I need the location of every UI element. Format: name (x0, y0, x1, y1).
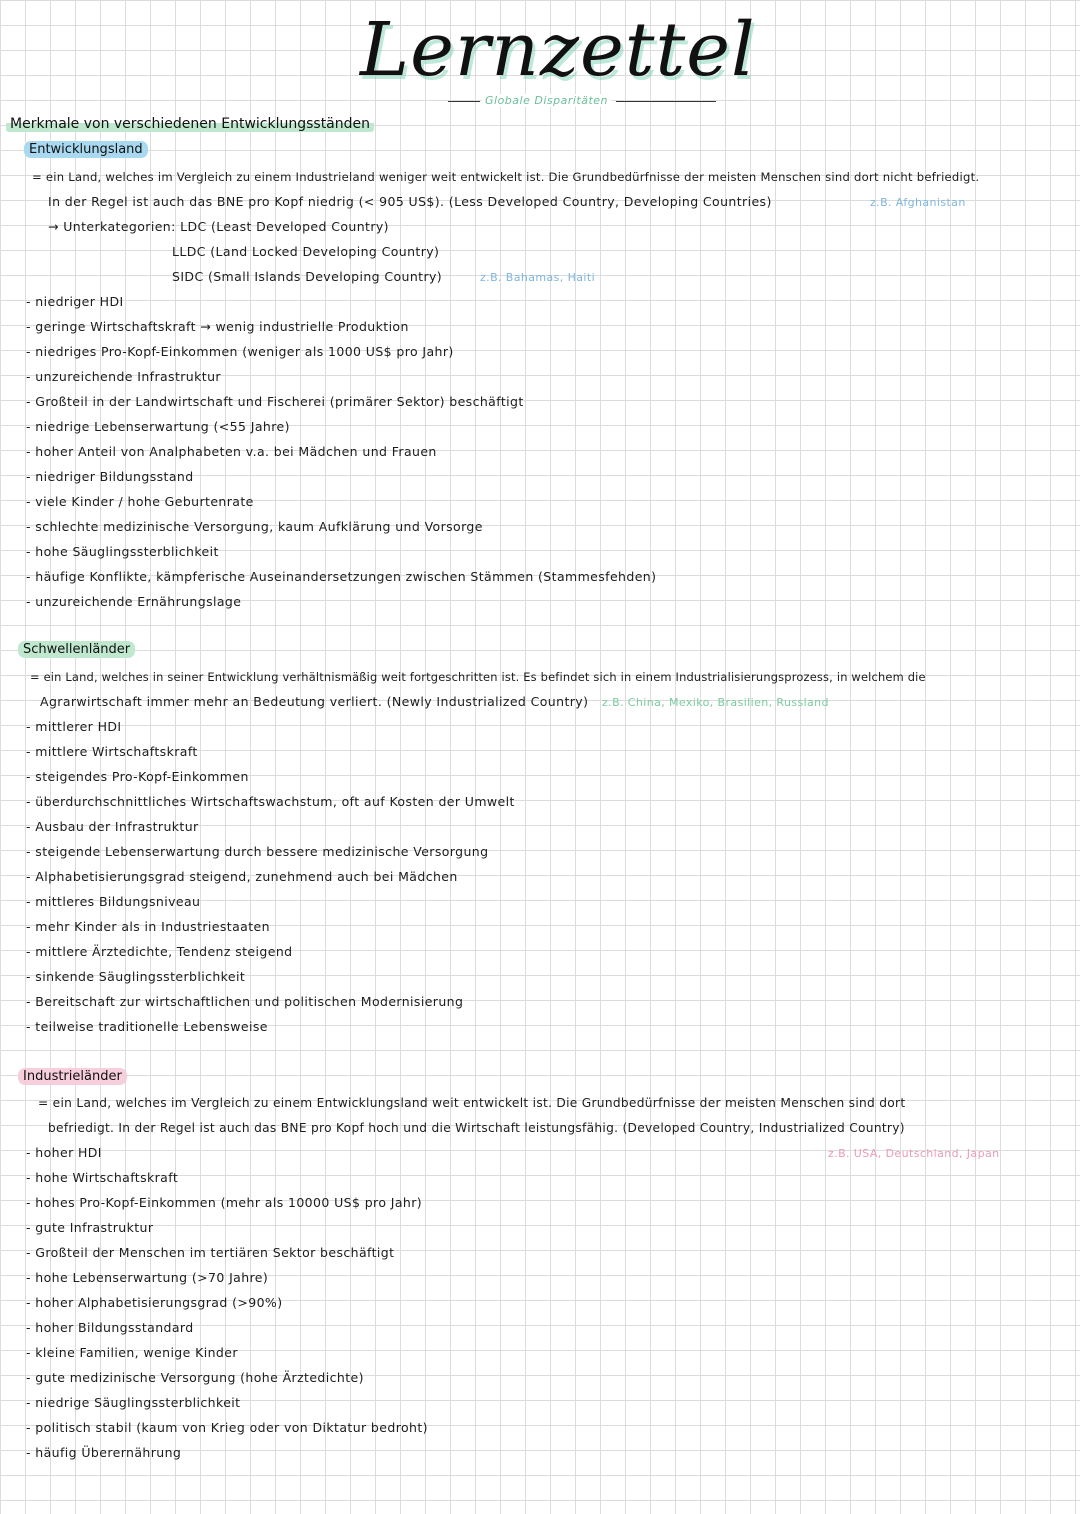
list-item: - niedrige Lebenserwartung (<55 Jahre) (26, 419, 290, 434)
list-item: - schlechte medizinische Versorgung, kaum Aufklärung und Vorsorge (26, 519, 483, 534)
section-label-entwicklungsland: Entwicklungsland (24, 141, 148, 158)
definition-line: Agrarwirtschaft immer mehr an Bedeutung verliert. (Newly Industrialized Country) (40, 694, 589, 709)
section-label-schwellenlaender: Schwellenländer (18, 641, 135, 658)
list-item: - hohe Wirtschaftskraft (26, 1170, 179, 1185)
list-item: - überdurchschnittliches Wirtschaftswachstum, oft auf Kosten der Umwelt (26, 794, 515, 809)
list-item: - hoher Anteil von Analphabeten v.a. bei Mädchen und Frauen (26, 444, 437, 459)
section-label-industrielaender: Industrieländer (18, 1068, 127, 1085)
list-item: - mittlerer HDI (26, 719, 122, 734)
list-item: - Alphabetisierungsgrad steigend, zunehmend auch bei Mädchen (26, 869, 458, 884)
list-item: - Großteil in der Landwirtschaft und Fischerei (primärer Sektor) beschäftigt (26, 394, 524, 409)
subcategory-line: LLDC (Land Locked Developing Country) (172, 244, 440, 259)
page-subtitle: Globale Disparitäten (482, 94, 611, 107)
list-item: - unzureichende Ernährungslage (26, 594, 242, 609)
example-countries: z.B. Bahamas, Haiti (480, 271, 596, 284)
list-item: - niedrige Säuglingssterblichkeit (26, 1395, 241, 1410)
list-item: - hohes Pro-Kopf-Einkommen (mehr als 10000 US$ pro Jahr) (26, 1195, 423, 1210)
list-item: - hoher Bildungsstandard (26, 1320, 194, 1335)
list-item: - mehr Kinder als in Industriestaaten (26, 919, 270, 934)
list-item: - Ausbau der Infrastruktur (26, 819, 199, 834)
list-item: - viele Kinder / hohe Geburtenrate (26, 494, 254, 509)
list-item: - mittlere Ärztedichte, Tendenz steigend (26, 944, 293, 959)
definition-line: = ein Land, welches im Vergleich zu einem Entwicklungsland weit entwickelt ist. Die Grundbedürfnisse der meisten Menschen sind dort (38, 1096, 906, 1110)
list-item: - niedriges Pro-Kopf-Einkommen (weniger als 1000 US$ pro Jahr) (26, 344, 454, 359)
list-item: - hoher Alphabetisierungsgrad (>90%) (26, 1295, 283, 1310)
list-item: - unzureichende Infrastruktur (26, 369, 221, 384)
list-item: - häufig Überernährung (26, 1445, 182, 1460)
list-item: - häufige Konflikte, kämpferische Auseinandersetzungen zwischen Stämmen (Stammesfehden) (26, 569, 657, 584)
subcategory-line: → Unterkategorien: LDC (Least Developed Country) (48, 219, 389, 234)
list-item: - Bereitschaft zur wirtschaftlichen und politischen Modernisierung (26, 994, 464, 1009)
list-item: - steigendes Pro-Kopf-Einkommen (26, 769, 249, 784)
list-item: - kleine Familien, wenige Kinder (26, 1345, 238, 1360)
main-heading: Merkmale von verschiedenen Entwicklungsständen (6, 116, 374, 132)
definition-line: In der Regel ist auch das BNE pro Kopf niedrig (< 905 US$). (Less Developed Country, Developing Countries) (48, 194, 772, 209)
list-item: - geringe Wirtschaftskraft → wenig industrielle Produktion (26, 319, 409, 334)
list-item: - hohe Säuglingssterblichkeit (26, 544, 219, 559)
list-item: - hohe Lebenserwartung (>70 Jahre) (26, 1270, 269, 1285)
list-item: - mittlere Wirtschaftskraft (26, 744, 198, 759)
list-item: - steigende Lebenserwartung durch bessere medizinische Versorgung (26, 844, 489, 859)
page-title: Lernzettel (360, 7, 756, 93)
example-countries: z.B. Afghanistan (870, 196, 966, 209)
title-underline-right (616, 101, 716, 102)
example-countries: z.B. China, Mexiko, Brasilien, Russland (602, 696, 829, 709)
list-item: - sinkende Säuglingssterblichkeit (26, 969, 246, 984)
list-item: - gute Infrastruktur (26, 1220, 154, 1235)
list-item: - mittleres Bildungsniveau (26, 894, 201, 909)
example-countries: z.B. USA, Deutschland, Japan (828, 1147, 1000, 1160)
definition-line: = ein Land, welches im Vergleich zu einem Industrieland weniger weit entwickelt ist. Die Grundbedürfnisse der meisten Menschen sind dort nicht befriedigt. (32, 170, 980, 184)
definition-line: befriedigt. In der Regel ist auch das BNE pro Kopf hoch und die Wirtschaft leistungsfähig. (Developed Country, Industrialized Country) (48, 1121, 905, 1135)
list-item: - Großteil der Menschen im tertiären Sektor beschäftigt (26, 1245, 395, 1260)
list-item: - hoher HDI (26, 1145, 102, 1160)
title-underline-left (448, 101, 480, 102)
list-item: - niedriger Bildungsstand (26, 469, 194, 484)
subcategory-line: SIDC (Small Islands Developing Country) (172, 269, 443, 284)
list-item: - politisch stabil (kaum von Krieg oder von Diktatur bedroht) (26, 1420, 428, 1435)
definition-line: = ein Land, welches in seiner Entwicklung verhältnismäßig weit fortgeschritten ist. Es befindet sich in einem Industrialisierungsprozess, in welchem die (30, 670, 926, 684)
list-item: - teilweise traditionelle Lebensweise (26, 1019, 268, 1034)
list-item: - niedriger HDI (26, 294, 124, 309)
list-item: - gute medizinische Versorgung (hohe Ärztedichte) (26, 1370, 364, 1385)
